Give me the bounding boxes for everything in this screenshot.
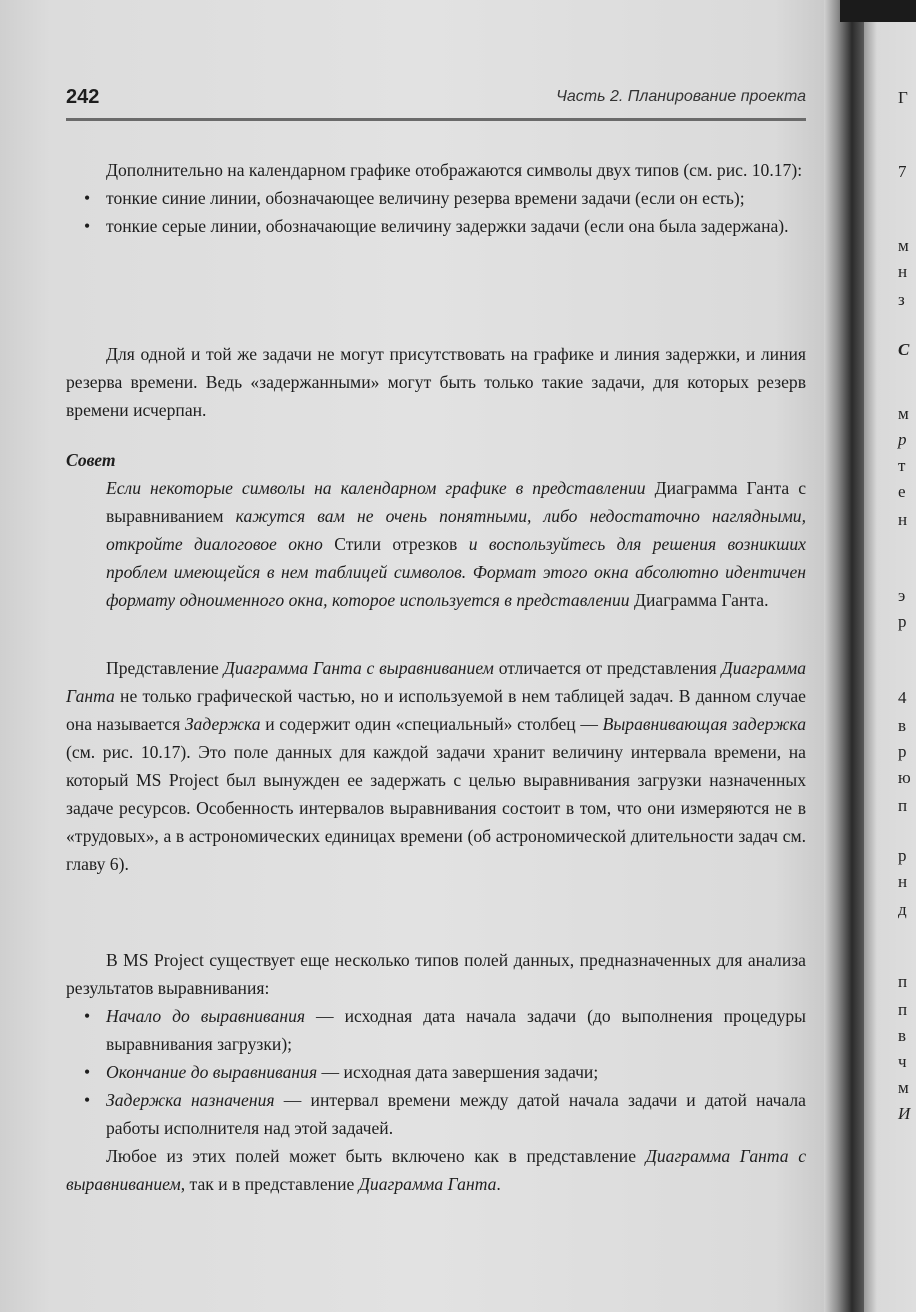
right-page-fragment: 7 xyxy=(898,162,907,181)
tip-text xyxy=(66,474,806,614)
right-page-fragment: з xyxy=(898,290,905,309)
right-page-fragment: в xyxy=(898,716,907,735)
text-run: и содержит один «специальный» столбец — xyxy=(260,714,603,734)
top-shadow xyxy=(840,0,916,22)
right-page-fragment: 4 xyxy=(898,688,907,707)
list-item-text: тонкие синие линии, обозначающее величину резерва времени задачи (если он есть); xyxy=(106,188,745,208)
right-page-fragment: ч xyxy=(898,1052,907,1071)
bullet-list xyxy=(66,184,806,240)
text-run: , так и в представление xyxy=(180,1174,359,1194)
right-page-fragment: т xyxy=(898,456,906,475)
right-page-fragment: п xyxy=(898,796,908,815)
right-page-fragment: С xyxy=(898,340,910,359)
right-page-fragment: н xyxy=(898,262,908,281)
paragraph-text: Дополнительно на календарном графике отображаются символы двух типов (см. рис. 10.17): xyxy=(106,160,803,180)
list-item-text: — исходная дата начала задачи (до выполнения процедуры выравнивания загрузки); xyxy=(106,1006,806,1054)
paragraph-text xyxy=(66,1142,806,1198)
tip-part: Диаграмма Ганта xyxy=(633,590,765,610)
text-run: Выравнивающая задержка xyxy=(602,714,806,734)
list-item-text: тонкие серые линии, обозначающие величину задержки задачи (если она была задержана). xyxy=(106,216,789,236)
text-run: Представление xyxy=(106,658,224,678)
list-item-term: Задержка назначения xyxy=(106,1090,275,1110)
page-number: 242 xyxy=(66,86,100,108)
list-item-text: — интервал времени между датой начала задачи и датой начала работы исполнителя над этой задачей. xyxy=(106,1090,806,1138)
right-page-fragment: И xyxy=(898,1104,911,1123)
paragraph-delay-lines xyxy=(66,340,806,424)
right-page-fragment: р xyxy=(898,612,907,631)
right-page-fragment: ю xyxy=(898,768,911,787)
paragraph-text: Для одной и той же задачи не могут присутствовать на графике и линия задержки, и линия резерва времени. Ведь «задержанными» могут быть только такие задачи, для которых резерв времени исчерпан. xyxy=(66,344,806,420)
right-page-fragment: в xyxy=(898,1026,907,1045)
tip-part: . xyxy=(764,590,769,610)
list-item: • Окончание до выравнивания — исходная дата завершения задачи; xyxy=(84,1062,599,1082)
tip-part: Стили отрезков xyxy=(334,534,458,554)
paragraph-fields xyxy=(66,946,806,1198)
right-page-fragment: Г xyxy=(898,88,908,107)
right-page-fragment: н xyxy=(898,510,908,529)
paragraph-leveling-view xyxy=(66,654,806,878)
list-item: • Задержка назначения — интервал времени между датой начала задачи и датой начала работы исполнителя над этой задачей. xyxy=(84,1090,806,1138)
text-run: (см. рис. 10.17). Это поле данных для каждой задачи хранит величину интервала времени, на который MS Project был вынужден ее задержать с целью выравнивания загрузки назначенных задаче ресурсов. Особенность интервалов выравнивания состоит в том, что они измеряются не в «трудовых», а в астрономических единицах времени (об астрономической длительности задач см. главу 6). xyxy=(66,742,806,874)
bullet-list xyxy=(66,1002,806,1142)
page-header xyxy=(66,82,806,116)
text-run: Задержка xyxy=(184,714,261,734)
text-run: Диаграмма Ганта xyxy=(358,1174,497,1194)
header-rule xyxy=(66,118,806,121)
tip-part: и воспользуйтесь для решения возникших проблем имеющейся в нем таблицей символов. Формат этого окна абсолютно идентичен формату одноименного окна, которое используется в представлении xyxy=(106,534,806,610)
right-page-fragment: п xyxy=(898,1000,908,1019)
tip-part: кажутся вам не очень понятными, либо недостаточно наглядными, откройте диалоговое окно xyxy=(106,506,806,554)
right-page-fragment: н xyxy=(898,872,908,891)
list-item: • Начало до выравнивания — исходная дата начала задачи (до выполнения процедуры выравнивания загрузки); xyxy=(84,1006,806,1054)
list-item-term: Окончание до выравнивания xyxy=(106,1062,318,1082)
right-page-fragment: м xyxy=(898,404,909,423)
right-page-fragment: м xyxy=(898,1078,909,1097)
list-item-text: — исходная дата завершения задачи; xyxy=(317,1062,599,1082)
right-page-fragment: р xyxy=(898,846,907,865)
tip-part: Если некоторые символы на календарном графике в представлении xyxy=(106,478,655,498)
list-item-term: Начало до выравнивания xyxy=(106,1006,306,1026)
tip-part: Диаграмма Ганта с выравниванием xyxy=(106,478,807,526)
text-run: не только графической частью, но и используемой в нем таблицей задач. В данном случае она называется xyxy=(66,686,806,734)
list-item: • тонкие синие линии, обозначающее величину резерва времени задачи (если он есть); xyxy=(84,188,745,208)
text-run: Диаграмма Ганта xyxy=(66,658,806,706)
text-run: . xyxy=(496,1174,501,1194)
right-page-fragment: е xyxy=(898,482,906,501)
right-page-fragment: р xyxy=(898,742,907,761)
right-page-fragment: р xyxy=(898,430,907,449)
right-page-fragment: п xyxy=(898,972,908,991)
book-gutter xyxy=(824,0,864,1312)
paragraph-text: В MS Project существует еще несколько типов полей данных, предназначенных для анализа результатов выравнивания: xyxy=(66,950,806,998)
running-head: Часть 2. Планирование проекта xyxy=(556,88,806,105)
tip-block xyxy=(66,446,806,614)
text-run: Диаграмма Ганта с выравниванием xyxy=(66,1146,806,1194)
text-run: Диаграмма Ганта с выравниванием xyxy=(223,658,494,678)
paragraph-symbols xyxy=(66,156,806,240)
right-page-fragment: д xyxy=(898,900,907,919)
text-run: Любое из этих полей может быть включено как в представление xyxy=(106,1146,646,1166)
text-run: отличается от представления xyxy=(493,658,722,678)
right-page-fragment: э xyxy=(898,586,906,605)
paragraph-text xyxy=(66,654,806,878)
right-page-fragment: м xyxy=(898,236,909,255)
tip-title: Совет xyxy=(66,450,116,470)
list-item: • тонкие серые линии, обозначающие величину задержки задачи (если она была задержана). xyxy=(84,216,789,236)
